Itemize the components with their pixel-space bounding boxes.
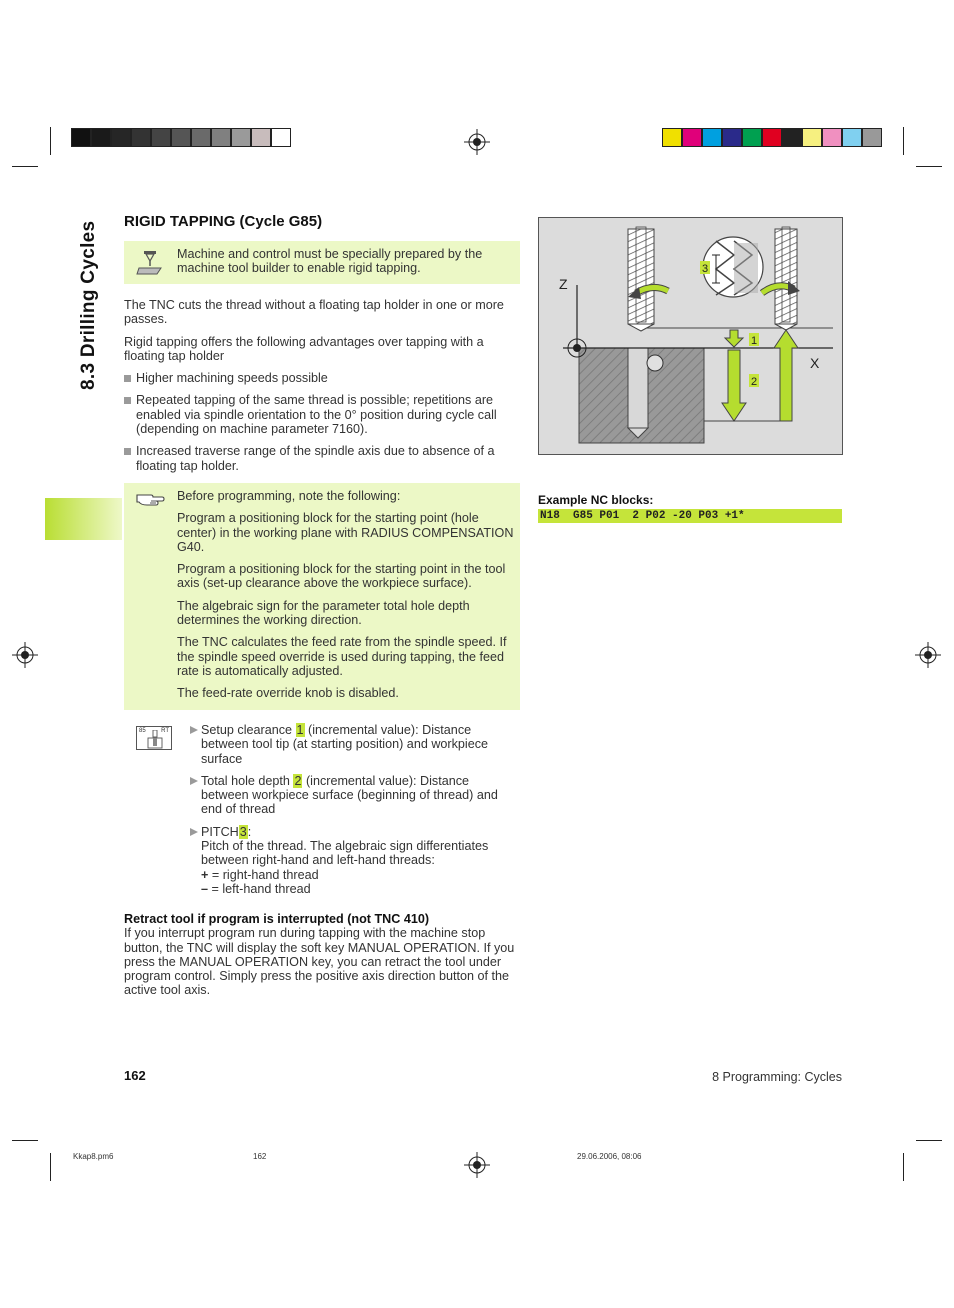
calibration-swatch (742, 128, 762, 147)
machine-note-line-2: machine tool builder to enable rigid tapping. (177, 261, 421, 276)
param-pitch: PITCH3: Pitch of the thread. The algebraic sign differentiates between right-hand and left-hand threads: + = right-hand thread – = left-hand thread (190, 825, 516, 896)
rigid-tapping-diagram (538, 217, 843, 455)
calibration-swatch (271, 128, 291, 147)
calibration-swatch (722, 128, 742, 147)
softkey-label: 85 (139, 728, 146, 734)
chapter-footer: 8 Programming: Cycles (712, 1070, 842, 1084)
calibration-swatch (802, 128, 822, 147)
calibration-swatch (211, 128, 231, 147)
retract-heading: Retract tool if program is interrupted (not TNC 410) (124, 912, 430, 926)
axis-z-label: Z (559, 276, 568, 292)
pointing-hand-icon (135, 488, 165, 508)
note-paragraph: The TNC calculates the feed rate from the spindle speed. If the spindle speed override is used during tapping, the feed rate is automatically adjusted. (177, 635, 507, 678)
tap-tool-icon (146, 730, 164, 749)
machine-note-line-1: Machine and control must be specially prepared by the (177, 247, 483, 261)
machine-tool-icon (135, 250, 165, 276)
file-page: 162 (253, 1152, 267, 1161)
cycle-85-softkey-icon (136, 726, 172, 750)
note-paragraph: Program a positioning block for the starting point in the tool axis (set-up clearance above the workpiece surface). (177, 562, 506, 591)
parameter-list (190, 723, 516, 904)
file-name: Kkap8.pm6 (73, 1152, 114, 1161)
retract-section (124, 912, 516, 998)
print-datetime: 29.06.2006, 08:06 (577, 1152, 642, 1161)
intro-text (124, 298, 516, 481)
advantage-bullet: Increased traverse range of the spindle axis due to absence of a floating tap holder. (124, 444, 516, 473)
registration-target-icon (915, 642, 941, 668)
section-tab-marker (45, 498, 122, 540)
calibration-swatch (862, 128, 882, 147)
side-section-title: 8.3 Drilling Cycles (78, 220, 99, 390)
calibration-swatch (682, 128, 702, 147)
calibration-swatch (662, 128, 682, 147)
note-paragraph: Program a positioning block for the starting point (hole center) in the working plane with RADIUS COMPENSATION G40. (177, 511, 514, 554)
softkey-label: RT (161, 728, 169, 734)
registration-target-icon (464, 1152, 490, 1178)
calibration-swatch (191, 128, 211, 147)
calibration-swatch (842, 128, 862, 147)
param-total-hole-depth: Total hole depth 2 (incremental value): Distance between workpiece surface (beginning of thread) and end of thread (190, 774, 516, 817)
param-setup-clearance: Setup clearance 1 (incremental value): Distance between tool tip (at starting position) and workpiece surface (190, 723, 516, 766)
note-heading: Before programming, note the following: (177, 489, 401, 503)
param-number-badge: 3 (239, 824, 247, 839)
left-hand-thread: – = left-hand thread (201, 881, 311, 896)
calibration-swatch (782, 128, 802, 147)
registration-target-icon (464, 129, 490, 155)
programming-note-box (124, 483, 520, 710)
example-heading: Example NC blocks: (538, 493, 654, 507)
param-number-badge: 1 (296, 723, 304, 737)
intro-paragraph: Rigid tapping offers the following advantages over tapping with a floating tap holder (124, 334, 484, 363)
nc-code-block: N18 G85 P01 2 P02 -20 P03 +1* (538, 509, 842, 523)
diagram-label-3: 3 (702, 263, 709, 275)
machine-note-box (124, 241, 520, 284)
param-number-badge: 2 (294, 773, 302, 788)
pitch-description: Pitch of the thread. The algebraic sign differentiates between right-hand and left-hand threads: (201, 839, 489, 868)
calibration-swatch (822, 128, 842, 147)
calibration-swatch (131, 128, 151, 147)
retract-text: If you interrupt program run during tapping with the machine stop button, the TNC will display the soft key MANUAL OPERATION. If you press the MANUAL OPERATION key, you can retract the tool under program control. Simply press the positive axis direction button of the active tool axis. (124, 926, 515, 998)
calibration-swatch (762, 128, 782, 147)
registration-target-icon (12, 642, 38, 668)
diagram-label-2: 2 (751, 376, 758, 388)
calibration-swatch (702, 128, 722, 147)
intro-paragraph: The TNC cuts the thread without a floating tap holder in one or more passes. (124, 298, 504, 327)
diagram-label-1: 1 (751, 335, 758, 347)
note-paragraph: The algebraic sign for the parameter total hole depth determines the working direction. (177, 598, 470, 628)
calibration-swatch (231, 128, 251, 147)
right-hand-thread: + = right-hand thread (201, 867, 319, 882)
page-number: 162 (124, 1068, 146, 1083)
axis-x-label: X (810, 355, 820, 371)
calibration-swatch (91, 128, 111, 147)
calibration-swatch (171, 128, 191, 147)
calibration-swatch (151, 128, 171, 147)
calibration-swatch (251, 128, 271, 147)
calibration-swatch (111, 128, 131, 147)
page-title: RIGID TAPPING (Cycle G85) (124, 213, 323, 230)
advantage-bullet: Higher machining speeds possible (124, 371, 516, 385)
note-paragraph: The feed-rate override knob is disabled. (177, 686, 399, 701)
calibration-swatch (71, 128, 91, 147)
advantage-bullet: Repeated tapping of the same thread is possible; repetitions are enabled via spindle orientation to the 0° position during cycle call (depending on machine parameter 7160). (124, 393, 516, 436)
